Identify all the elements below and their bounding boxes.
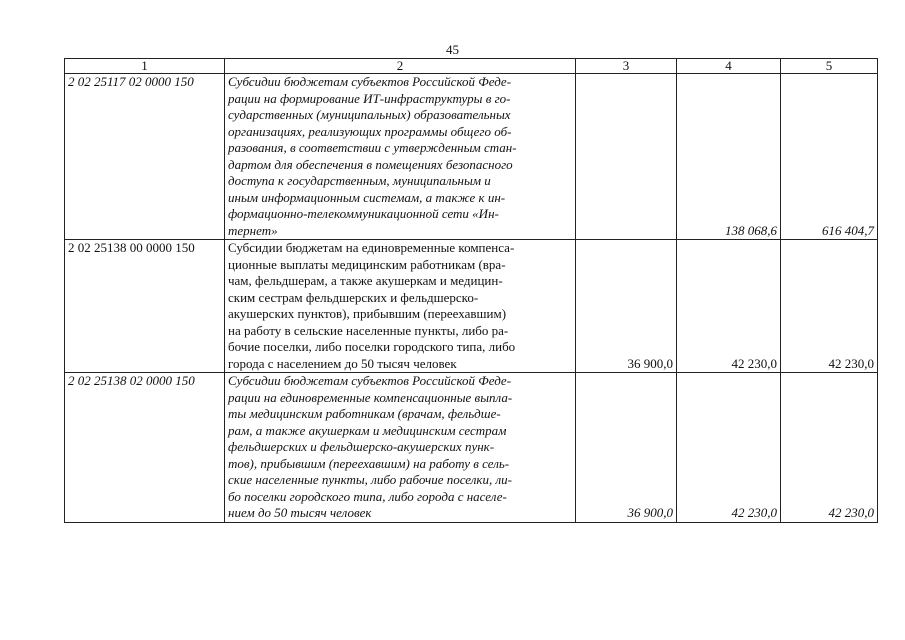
amount-cell-column-5: 616 404,7 xyxy=(781,74,878,240)
description-cell xyxy=(225,74,576,240)
description-line: ским сестрам фельдшерских и фельдшерско- xyxy=(228,289,479,305)
budget-code-cell: 2 02 25138 00 0000 150 xyxy=(65,240,225,373)
budget-code-cell: 2 02 25117 02 0000 150 xyxy=(65,74,225,240)
description-line: доступа к государственным, муниципальным и xyxy=(228,173,491,188)
amount-cell-column-5: 42 230,0 xyxy=(781,373,878,523)
description-line: бо поселки городского типа, либо города с населе- xyxy=(228,488,507,504)
amount-cell-column-4: 42 230,0 xyxy=(677,373,781,523)
description-line: нием до 50 тысяч человек xyxy=(228,505,372,520)
description-line: сударственных (муниципальных) образовательных xyxy=(228,107,511,122)
description-line: бочие поселки, либо поселки городского типа, либо xyxy=(228,339,516,354)
column-header-3: 3 xyxy=(576,59,677,74)
page-number: 45 xyxy=(446,42,459,57)
description-line: на работу в сельские населенные пункты, либо ра- xyxy=(228,322,509,338)
amount-cell-column-3 xyxy=(576,74,677,240)
table-row xyxy=(65,373,878,523)
description-line: Субсидии бюджетам субъектов Российской Феде- xyxy=(228,373,512,388)
table-row xyxy=(65,240,878,373)
amount-cell-column-4: 42 230,0 xyxy=(677,240,781,373)
column-header-1: 1 xyxy=(65,59,225,74)
description-line: Субсидии бюджетам субъектов Российской Феде- xyxy=(228,74,512,89)
description-line: иным информационным системам, а также к ин- xyxy=(228,189,506,205)
description-line: чам, фельдшерам, а также акушеркам и медицин- xyxy=(228,273,503,288)
amount-cell-column-3: 36 900,0 xyxy=(576,373,677,523)
description-line: рации на формирование ИТ-инфраструктуры в го- xyxy=(228,90,511,106)
description-line: тов), прибывшим (переехавшим) на работу в сель- xyxy=(228,455,510,471)
description-line: рам, а также акушеркам и медицинским сестрам xyxy=(228,422,507,438)
budget-table xyxy=(64,58,878,523)
column-header-2: 2 xyxy=(225,59,576,74)
table-row xyxy=(65,74,878,240)
description-line: Субсидии бюджетам на единовременные компенса- xyxy=(228,240,515,255)
description-line: акушерских пунктов), прибывшим (переехавшим) xyxy=(228,306,507,321)
column-header-5: 5 xyxy=(781,59,878,74)
description-line: ские населенные пункты, либо рабочие поселки, ли- xyxy=(228,472,513,487)
description-cell xyxy=(225,373,576,523)
column-header-4: 4 xyxy=(677,59,781,74)
description-line: ционные выплаты медицинским работникам (вра- xyxy=(228,256,506,272)
budget-code-cell: 2 02 25138 02 0000 150 xyxy=(65,373,225,523)
description-line: тернет» xyxy=(228,222,278,238)
description-line: организациях, реализующих программы общего об- xyxy=(228,123,512,139)
description-line: рации на единовременные компенсационные выпла- xyxy=(228,389,513,405)
description-line: формационно-телекоммуникационной сети «Ин- xyxy=(228,206,499,221)
description-line: ты медицинским работникам (врачам, фельдше- xyxy=(228,406,501,421)
amount-cell-column-5: 42 230,0 xyxy=(781,240,878,373)
description-line: фельдшерских и фельдшерско-акушерских пунк- xyxy=(228,439,495,454)
description-line: дартом для обеспечения в помещениях безопасного xyxy=(228,156,513,172)
amount-cell-column-3: 36 900,0 xyxy=(576,240,677,373)
table-body xyxy=(65,59,878,523)
table-header-row xyxy=(65,59,878,74)
description-cell xyxy=(225,240,576,373)
description-line: города с населением до 50 тысяч человек xyxy=(228,355,457,371)
amount-cell-column-4: 138 068,6 xyxy=(677,74,781,240)
description-line: разования, в соответствии с утвержденным стан- xyxy=(228,140,517,155)
